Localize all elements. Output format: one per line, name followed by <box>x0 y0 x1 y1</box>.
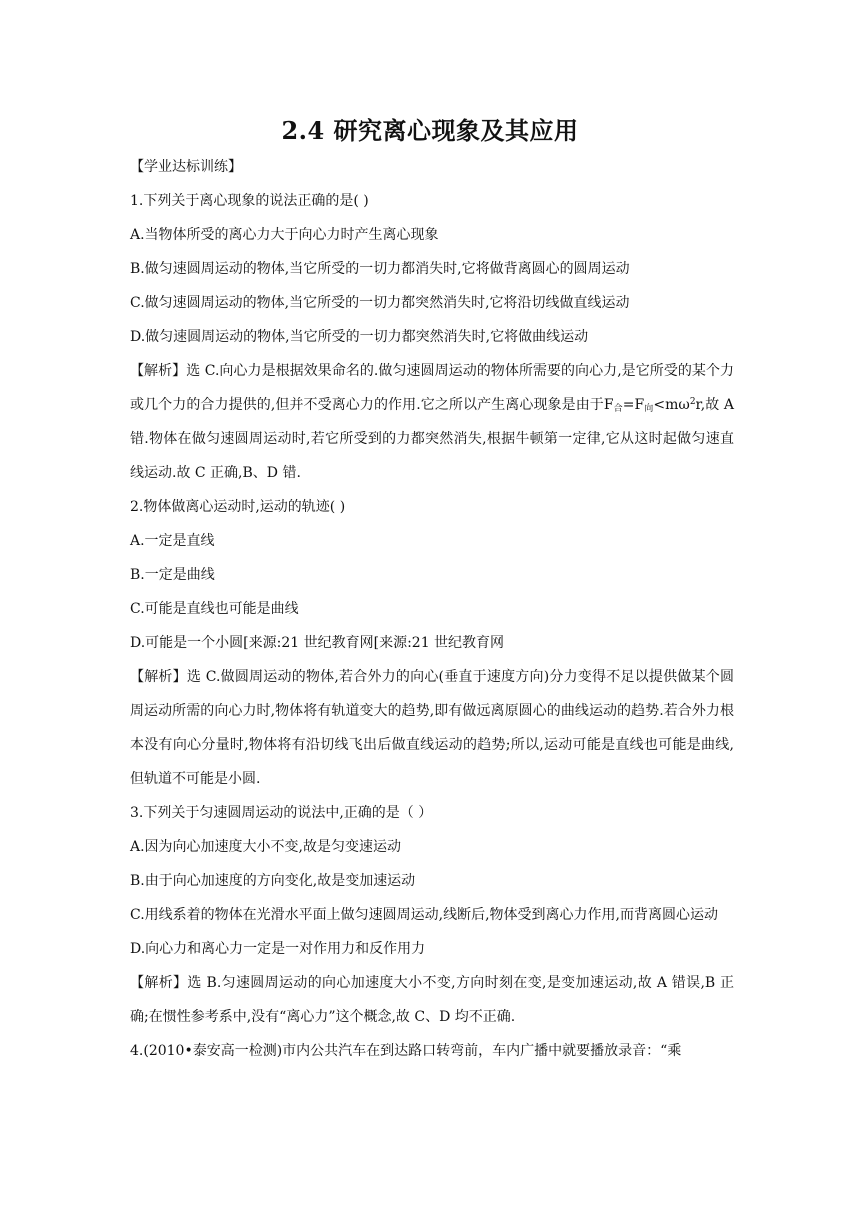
q3-option-b: B.由于向心加速度的方向变化,故是变加速运动 <box>130 873 416 889</box>
q2-option-d: D.可能是一个小圆[来源:21 世纪教育网[来源:21 世纪教育网 <box>130 635 505 651</box>
q2-option-a: A.一定是直线 <box>130 533 215 549</box>
q3-option-c: C.用线系着的物体在光滑水平面上做匀速圆周运动,线断后,物体受到离心力作用,而背离圆心运动 <box>130 907 719 923</box>
page-title: 2.4 研究离心现象及其应用 <box>281 116 579 145</box>
q3-option-d: D.向心力和离心力一定是一对作用力和反作用力 <box>130 941 426 957</box>
q1-analysis <box>130 354 734 490</box>
q2-analysis <box>130 660 734 796</box>
q2-option-c: C.可能是直线也可能是曲线 <box>130 601 299 617</box>
q1-stem: 1.下列关于离心现象的说法正确的是( ) <box>130 193 369 209</box>
document-body <box>130 150 734 1068</box>
q1-analysis-text-3: r,故 A 错.物体在做匀速圆周运动时,若它所受到的力都突然消失,根据牛顿第一定律,它从这时起做匀速直线运动.故 C 正确,B、D 错. <box>130 397 734 481</box>
q2-option-b: B.一定是曲线 <box>130 567 215 583</box>
q3-analysis <box>130 966 734 1034</box>
q1-analysis-text-1: 选 C.向心力是根据效果命名的.做匀速圆周运动的物体所需要的向心力,是它所受的某个力或几个力的合力提供的,但并不受离心力的作用.它之所以产生离心现象是由于F <box>130 363 735 413</box>
subscript-he: 合 <box>613 404 623 414</box>
q4-stem: 4.(2010•泰安高一检测)市内公共汽车在到达路口转弯前，车内广播中就要播放录音：“乘 <box>130 1043 682 1059</box>
analysis-label: 【解析】 <box>130 363 187 379</box>
q1-analysis-text-2: <mω <box>653 397 690 413</box>
superscript-2: 2 <box>689 397 696 407</box>
analysis-label: 【解析】 <box>130 669 187 685</box>
q2-stem: 2.物体做离心运动时,运动的轨迹( ) <box>130 499 346 515</box>
q1-option-a: A.当物体所受的离心力大于向心力时产生离心现象 <box>130 227 439 243</box>
q3-stem: 3.下列关于匀速圆周运动的说法中,正确的是（ ） <box>130 805 433 821</box>
q1-option-b: B.做匀速圆周运动的物体,当它所受的一切力都消失时,它将做背离圆心的圆周运动 <box>130 261 630 277</box>
q1-analysis-eq: =F <box>622 397 645 413</box>
analysis-label: 【解析】 <box>130 975 188 991</box>
subscript-xiang: 向 <box>644 404 654 414</box>
q3-option-a: A.因为向心加速度大小不变,故是匀变速运动 <box>130 839 402 855</box>
q2-analysis-text: 选 C.做圆周运动的物体,若合外力的向心(垂直于速度方向)分力变得不足以提供做某个圆周运动所需的向心力时,物体将有轨道变大的趋势,即有做远离原圆心的曲线运动的趋势.若合外力根本没有向心分量时,物体将有沿切线飞出后做直线运动的趋势;所以,运动可能是直线也可能是曲线,但轨道不可能是小圆. <box>130 669 734 787</box>
q1-option-c: C.做匀速圆周运动的物体,当它所受的一切力都突然消失时,它将沿切线做直线运动 <box>130 295 630 311</box>
q3-analysis-text: 选 B.匀速圆周运动的向心加速度大小不变,方向时刻在变,是变加速运动,故 A 错误,B 正确;在惯性参考系中,没有“离心力”这个概念,故 C、D 均不正确. <box>130 975 734 1025</box>
section-heading: 【学业达标训练】 <box>130 159 242 175</box>
q1-option-d: D.做匀速圆周运动的物体,当它所受的一切力都突然消失时,它将做曲线运动 <box>130 329 589 345</box>
